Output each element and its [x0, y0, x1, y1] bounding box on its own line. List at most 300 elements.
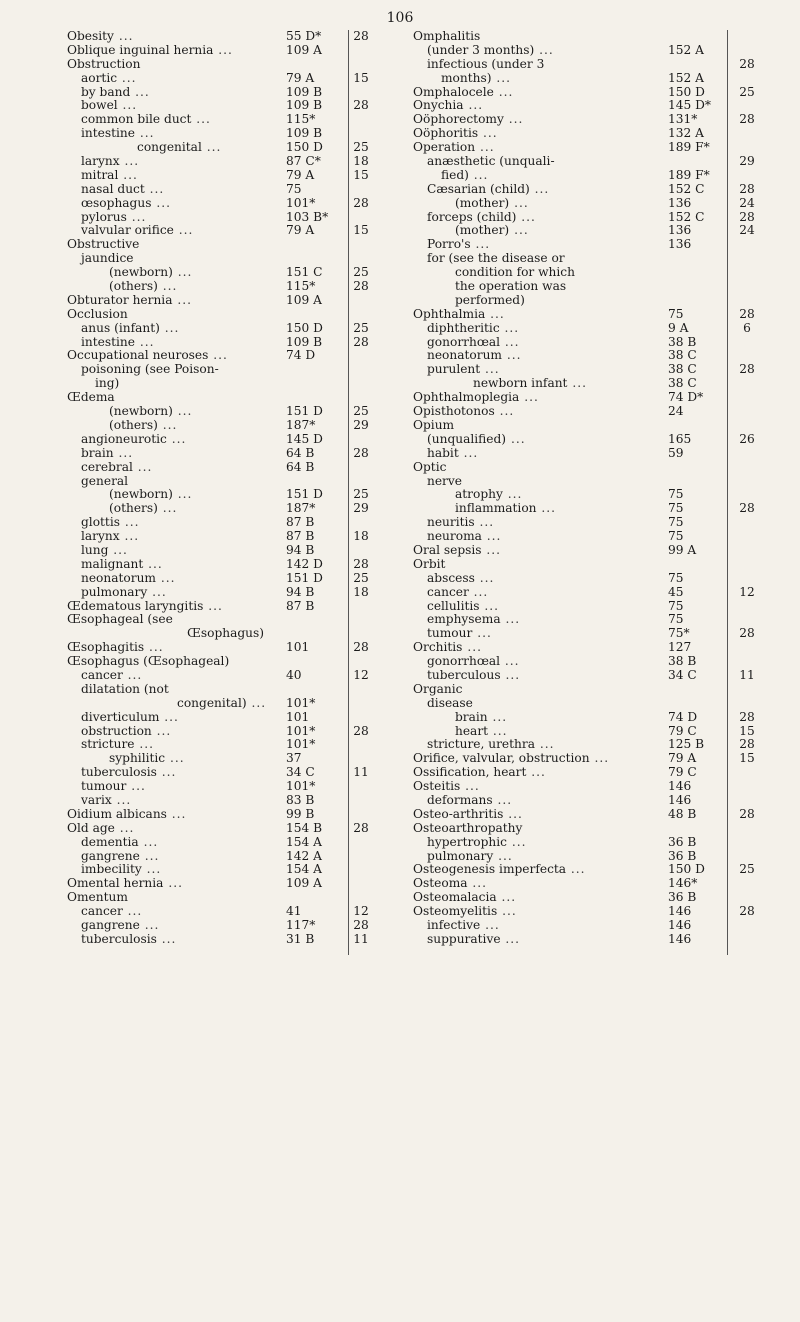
- entry-term: atrophy ...: [455, 487, 523, 502]
- leader-dots: ...: [163, 876, 183, 891]
- left-index-row: [67, 461, 377, 475]
- entry-reference: 59: [668, 445, 684, 460]
- right-index-row: [413, 891, 763, 905]
- entry-term: general: [81, 473, 129, 488]
- entry-code: 25: [353, 570, 369, 585]
- entry-reference: 94 B: [286, 542, 315, 557]
- entry-reference: 87 B: [286, 515, 315, 530]
- entry-reference: 101*: [286, 779, 316, 794]
- entry-term: Porro's ...: [427, 237, 491, 252]
- leader-dots: ...: [173, 223, 194, 238]
- right-index-row: [413, 766, 763, 780]
- leader-dots: ...: [159, 709, 179, 724]
- right-index-column: [413, 30, 763, 947]
- entry-reference: 152 A: [668, 70, 704, 85]
- entry-term: œsophagus ...: [81, 195, 171, 210]
- entry-code: 11: [353, 765, 369, 780]
- left-index-row: [67, 613, 377, 627]
- entry-term: imbecility ...: [81, 862, 162, 877]
- entry-reference: 101*: [286, 723, 316, 738]
- right-index-row: [413, 461, 763, 475]
- leader-dots: ...: [119, 154, 140, 169]
- entry-reference: 94 B: [286, 584, 315, 599]
- entry-code: 28: [353, 918, 369, 932]
- entry-term: gonorrhœal ...: [427, 654, 520, 669]
- entry-code: 29: [739, 154, 755, 169]
- entry-term: congenital) ...: [177, 695, 267, 710]
- entry-reference: 75: [668, 306, 684, 321]
- leader-dots: ...: [481, 542, 502, 557]
- entry-reference: 136: [668, 237, 692, 252]
- leader-dots: ...: [141, 862, 162, 877]
- entry-reference: 154 A: [286, 862, 322, 877]
- entry-code: 6: [743, 320, 751, 335]
- entry-code: 25: [353, 320, 369, 335]
- leader-dots: ...: [119, 529, 140, 544]
- leader-dots: ...: [480, 918, 500, 932]
- entry-term: Opisthotonos ...: [413, 404, 515, 419]
- right-index-row: [413, 808, 763, 822]
- entry-term: brain ...: [455, 709, 508, 724]
- leader-dots: ...: [147, 584, 167, 599]
- leader-dots: ...: [496, 890, 517, 905]
- leader-dots: ...: [480, 362, 500, 377]
- left-index-row: [67, 891, 377, 905]
- right-index-row: [413, 72, 763, 86]
- entry-reference: 189 F*: [668, 140, 710, 155]
- leader-dots: ...: [460, 779, 480, 794]
- right-index-row: [413, 697, 763, 711]
- leader-dots: ...: [493, 84, 514, 99]
- entry-term: Orchitis ...: [413, 640, 482, 655]
- entry-term: (newborn) ...: [109, 487, 193, 502]
- leader-dots: ...: [462, 640, 482, 655]
- entry-term: Optic: [413, 459, 447, 474]
- right-index-row: [413, 586, 763, 600]
- entry-term: suppurative ...: [427, 931, 521, 946]
- entry-reference: 36 B: [668, 848, 697, 863]
- left-index-row: [67, 308, 377, 322]
- entry-term: Organic: [413, 681, 463, 696]
- leader-dots: ...: [155, 570, 176, 585]
- left-index-row: [67, 780, 377, 794]
- entry-term: nasal duct ...: [81, 181, 165, 196]
- entry-term: months) ...: [441, 70, 511, 85]
- entry-reference: 38 C: [668, 362, 697, 377]
- entry-term: Cæsarian (child) ...: [427, 181, 550, 196]
- entry-reference: 109 B: [286, 334, 323, 349]
- entry-term: infectious (under 3: [427, 56, 545, 71]
- entry-term: (others) ...: [109, 501, 178, 516]
- left-index-row: [67, 558, 377, 572]
- leader-dots: ...: [134, 334, 155, 349]
- leader-dots: ...: [467, 876, 488, 891]
- leader-dots: ...: [509, 195, 529, 210]
- entry-term: Old age ...: [67, 820, 135, 835]
- entry-term: abscess ...: [427, 570, 495, 585]
- entry-reference: 187*: [286, 417, 316, 432]
- entry-term: Obesity ...: [67, 29, 134, 43]
- left-index-row: [67, 252, 377, 266]
- entry-term: Osteomyelitis ...: [413, 904, 517, 919]
- entry-code: 25: [353, 265, 369, 280]
- right-index-row: [413, 58, 763, 72]
- left-index-row: [67, 766, 377, 780]
- entry-code: 18: [353, 529, 369, 544]
- entry-term: Œdematous laryngitis ...: [67, 598, 223, 613]
- entry-reference: 99 B: [286, 806, 315, 821]
- entry-term: Oblique inguinal hernia ...: [67, 42, 233, 57]
- entry-term: Osteogenesis imperfecta ...: [413, 862, 586, 877]
- right-index-row: [413, 627, 763, 641]
- leader-dots: ...: [144, 181, 165, 196]
- leader-dots: ...: [536, 501, 557, 516]
- entry-code: 28: [739, 181, 755, 196]
- leader-dots: ...: [485, 306, 505, 321]
- leader-dots: ...: [488, 723, 508, 738]
- entry-reference: 48 B: [668, 806, 697, 821]
- entry-reference: 165: [668, 431, 692, 446]
- leader-dots: ...: [494, 404, 515, 419]
- left-index-row: [67, 516, 377, 530]
- entry-term: Osteitis ...: [413, 779, 480, 794]
- entry-code: 28: [739, 626, 755, 641]
- left-index-row: [67, 683, 377, 697]
- left-index-row: [67, 836, 377, 850]
- leader-dots: ...: [156, 931, 177, 946]
- right-index-row: [413, 294, 763, 308]
- entry-reference: 34 C: [286, 765, 315, 780]
- leader-dots: ...: [172, 265, 193, 280]
- entry-term: angioneurotic ...: [81, 431, 187, 446]
- entry-reference: 79 C: [668, 765, 697, 780]
- leader-dots: ...: [481, 529, 502, 544]
- entry-code: 28: [739, 56, 755, 71]
- entry-term: tuberculosis ...: [81, 765, 177, 780]
- entry-term: performed): [455, 292, 525, 307]
- entry-reference: 146*: [668, 876, 698, 891]
- entry-term: larynx ...: [81, 154, 140, 169]
- right-index-row: [413, 44, 763, 58]
- entry-term: deformans ...: [427, 792, 513, 807]
- leader-dots: ...: [159, 320, 180, 335]
- right-index-row: [413, 377, 763, 391]
- entry-reference: 75: [668, 501, 684, 516]
- right-index-row: [413, 850, 763, 864]
- right-index-row: [413, 725, 763, 739]
- right-index-row: [413, 447, 763, 461]
- entry-term: infective ...: [427, 918, 500, 932]
- entry-term: diverticulum ...: [81, 709, 179, 724]
- entry-reference: 146: [668, 904, 692, 919]
- entry-term: heart ...: [455, 723, 508, 738]
- leader-dots: ...: [132, 459, 153, 474]
- left-index-row: [67, 530, 377, 544]
- entry-reference: 146: [668, 792, 692, 807]
- right-index-row: [413, 516, 763, 530]
- entry-reference: 24: [668, 404, 684, 419]
- entry-code: 28: [353, 556, 369, 571]
- entry-term: brain ...: [81, 445, 134, 460]
- left-index-row: [67, 419, 377, 433]
- left-index-row: [67, 183, 377, 197]
- entry-reference: 150 D: [286, 140, 323, 155]
- entry-reference: 74 D*: [668, 390, 704, 405]
- entry-reference: 117*: [286, 918, 316, 932]
- leader-dots: ...: [503, 112, 524, 127]
- entry-term: newborn infant ...: [473, 376, 587, 391]
- right-index-row: [413, 197, 763, 211]
- right-index-row: [413, 266, 763, 280]
- entry-term: dilatation (not: [81, 681, 169, 696]
- left-index-row: [67, 58, 377, 72]
- leader-dots: ...: [172, 404, 193, 419]
- right-index-row: [413, 391, 763, 405]
- leader-dots: ...: [516, 209, 536, 224]
- left-index-row: [67, 30, 377, 44]
- leader-dots: ...: [120, 515, 140, 530]
- left-index-row: [67, 280, 377, 294]
- entry-reference: 151 D: [286, 487, 323, 502]
- entry-term: neonatorum ...: [427, 348, 522, 363]
- right-index-row: [413, 155, 763, 169]
- leader-dots: ...: [126, 209, 147, 224]
- left-index-row: [67, 572, 377, 586]
- entry-code: 28: [739, 806, 755, 821]
- right-index-row: [413, 905, 763, 919]
- leader-dots: ...: [500, 667, 521, 682]
- entry-reference: 152 C: [668, 209, 705, 224]
- left-index-row: [67, 113, 377, 127]
- leader-dots: ...: [208, 348, 228, 363]
- leader-dots: ...: [567, 376, 587, 391]
- leader-dots: ...: [474, 515, 495, 530]
- left-index-row: [67, 725, 377, 739]
- entry-term: Onychia ...: [413, 98, 484, 113]
- entry-term: valvular orifice ...: [81, 223, 194, 238]
- entry-reference: 79 C: [668, 723, 697, 738]
- entry-term: Osteomalacia ...: [413, 890, 517, 905]
- entry-term: (under 3 months) ...: [427, 42, 554, 57]
- entry-code: 26: [739, 431, 755, 446]
- entry-code: 28: [739, 709, 755, 724]
- leader-dots: ...: [172, 487, 193, 502]
- entry-term: Osteoarthropathy: [413, 820, 523, 835]
- entry-term: cancer ...: [81, 904, 143, 919]
- right-index-row: [413, 336, 763, 350]
- entry-reference: 109 A: [286, 42, 322, 57]
- leader-dots: ...: [478, 126, 498, 141]
- leader-dots: ...: [566, 862, 586, 877]
- entry-term: glottis ...: [81, 515, 140, 530]
- entry-reference: 109 A: [286, 876, 322, 891]
- entry-reference: 87 C*: [286, 154, 321, 169]
- entry-term: for (see the disease or: [427, 251, 565, 266]
- left-index-row: [67, 349, 377, 363]
- entry-reference: 142 A: [286, 848, 322, 863]
- entry-term: Ophthalmia ...: [413, 306, 505, 321]
- entry-term: Oöphoritis ...: [413, 126, 498, 141]
- entry-reference: 115*: [286, 112, 316, 127]
- entry-term: intestine ...: [81, 126, 155, 141]
- leader-dots: ...: [497, 904, 517, 919]
- right-index-row: [413, 322, 763, 336]
- entry-reference: 37: [286, 751, 302, 766]
- right-index-row: [413, 877, 763, 891]
- entry-code: 15: [353, 70, 369, 85]
- entry-reference: 75: [668, 570, 684, 585]
- entry-code: 12: [353, 667, 369, 682]
- left-index-row: [67, 877, 377, 891]
- right-index-row: [413, 641, 763, 655]
- entry-reference: 146: [668, 779, 692, 794]
- entry-term: forceps (child) ...: [427, 209, 536, 224]
- entry-term: malignant ...: [81, 556, 163, 571]
- right-index-row: [413, 86, 763, 100]
- entry-code: 12: [739, 584, 755, 599]
- entry-reference: 136: [668, 223, 692, 238]
- left-index-row: [67, 655, 377, 669]
- entry-reference: 74 D: [286, 348, 316, 363]
- left-index-row: [67, 141, 377, 155]
- entry-term: neuroma ...: [427, 529, 502, 544]
- entry-term: purulent ...: [427, 362, 500, 377]
- entry-reference: 75: [668, 612, 684, 627]
- right-index-row: [413, 127, 763, 141]
- leader-dots: ...: [117, 70, 137, 85]
- right-index-row: [413, 863, 763, 877]
- entry-reference: 109 A: [286, 292, 322, 307]
- entry-reference: 103 B*: [286, 209, 329, 224]
- entry-term: Œdema: [67, 390, 115, 405]
- entry-term: fied) ...: [441, 167, 489, 182]
- entry-code: 28: [739, 362, 755, 377]
- page-number: 106: [386, 10, 414, 26]
- leader-dots: ...: [534, 737, 555, 752]
- entry-reference: 154 A: [286, 834, 322, 849]
- leader-dots: ...: [191, 112, 211, 127]
- leader-dots: ...: [113, 29, 134, 43]
- right-index-row: [413, 794, 763, 808]
- leader-dots: ...: [114, 820, 135, 835]
- entry-term: Omentum: [67, 890, 128, 905]
- left-index-row: [67, 488, 377, 502]
- leader-dots: ...: [111, 792, 132, 807]
- right-index-row: [413, 113, 763, 127]
- left-index-row: [67, 86, 377, 100]
- leader-dots: ...: [507, 834, 527, 849]
- left-index-row: [67, 155, 377, 169]
- entry-code: 24: [739, 195, 755, 210]
- entry-term: Obstructive: [67, 237, 140, 252]
- leader-dots: ...: [246, 695, 267, 710]
- right-index-row: [413, 683, 763, 697]
- entry-term: bowel ...: [81, 98, 138, 113]
- entry-term: Orbit: [413, 556, 446, 571]
- leader-dots: ...: [529, 181, 550, 196]
- entry-term: condition for which: [455, 265, 575, 280]
- entry-term: tumour ...: [81, 779, 146, 794]
- right-index-row: [413, 933, 763, 947]
- entry-reference: 101*: [286, 737, 316, 752]
- right-index-row: [413, 530, 763, 544]
- entry-reference: 79 A: [286, 223, 315, 238]
- entry-term: Opium: [413, 417, 455, 432]
- entry-reference: 146: [668, 931, 692, 946]
- leader-dots: ...: [506, 431, 526, 446]
- entry-term: (mother) ...: [455, 195, 529, 210]
- left-index-row: [67, 794, 377, 808]
- right-index-row: [413, 600, 763, 614]
- left-index-row: [67, 127, 377, 141]
- leader-dots: ...: [468, 584, 489, 599]
- entry-reference: 38 B: [668, 334, 697, 349]
- leader-dots: ...: [157, 417, 178, 432]
- right-index-row: [413, 488, 763, 502]
- left-index-row: [67, 586, 377, 600]
- entry-term: Œsophagitis ...: [67, 640, 164, 655]
- leader-dots: ...: [470, 237, 491, 252]
- entry-term: Œsophagus): [187, 626, 265, 641]
- entry-term: Occlusion: [67, 306, 128, 321]
- entry-term: Œsophageal (see: [67, 612, 173, 627]
- right-index-row: [413, 141, 763, 155]
- leader-dots: ...: [458, 445, 479, 460]
- entry-term: Occupational neuroses ...: [67, 348, 228, 363]
- entry-reference: 101: [286, 640, 310, 655]
- entry-term: inflammation ...: [455, 501, 557, 516]
- entry-term: gangrene ...: [81, 918, 160, 932]
- leader-dots: ...: [500, 931, 521, 946]
- entry-reference: 36 B: [668, 890, 697, 905]
- entry-term: Ossification, heart ...: [413, 765, 546, 780]
- entry-term: anæsthetic (unquali-: [427, 154, 555, 169]
- entry-reference: 75*: [668, 626, 690, 641]
- right-index-row: [413, 558, 763, 572]
- right-index-row: [413, 30, 763, 44]
- right-index-row: [413, 252, 763, 266]
- entry-reference: 38 B: [668, 654, 697, 669]
- entry-code: 28: [739, 501, 755, 516]
- leader-dots: ...: [139, 848, 160, 863]
- entry-code: 28: [353, 820, 369, 835]
- entry-term: the operation was: [455, 279, 567, 294]
- entry-term: stricture, urethra ...: [427, 737, 555, 752]
- entry-term: pulmonary ...: [427, 848, 513, 863]
- left-index-row: [67, 224, 377, 238]
- left-index-row: [67, 211, 377, 225]
- entry-term: stricture ...: [81, 737, 154, 752]
- entry-reference: 154 B: [286, 820, 323, 835]
- left-index-row: [67, 44, 377, 58]
- leader-dots: ...: [519, 390, 539, 405]
- entry-reference: 79 A: [668, 751, 697, 766]
- entry-term: Operation ...: [413, 140, 495, 155]
- entry-reference: 127: [668, 640, 692, 655]
- entry-reference: 101*: [286, 695, 316, 710]
- left-index-row: [67, 544, 377, 558]
- right-index-row: [413, 613, 763, 627]
- left-index-row: [67, 433, 377, 447]
- right-column-divider: [727, 30, 728, 955]
- entry-term: Oöphorectomy ...: [413, 112, 524, 127]
- entry-code: 28: [739, 904, 755, 919]
- entry-reference: 145 D: [286, 431, 323, 446]
- entry-term: poisoning (see Poison-: [81, 362, 219, 377]
- right-index-row: [413, 919, 763, 933]
- leader-dots: ...: [122, 667, 143, 682]
- entry-reference: 38 C: [668, 376, 697, 391]
